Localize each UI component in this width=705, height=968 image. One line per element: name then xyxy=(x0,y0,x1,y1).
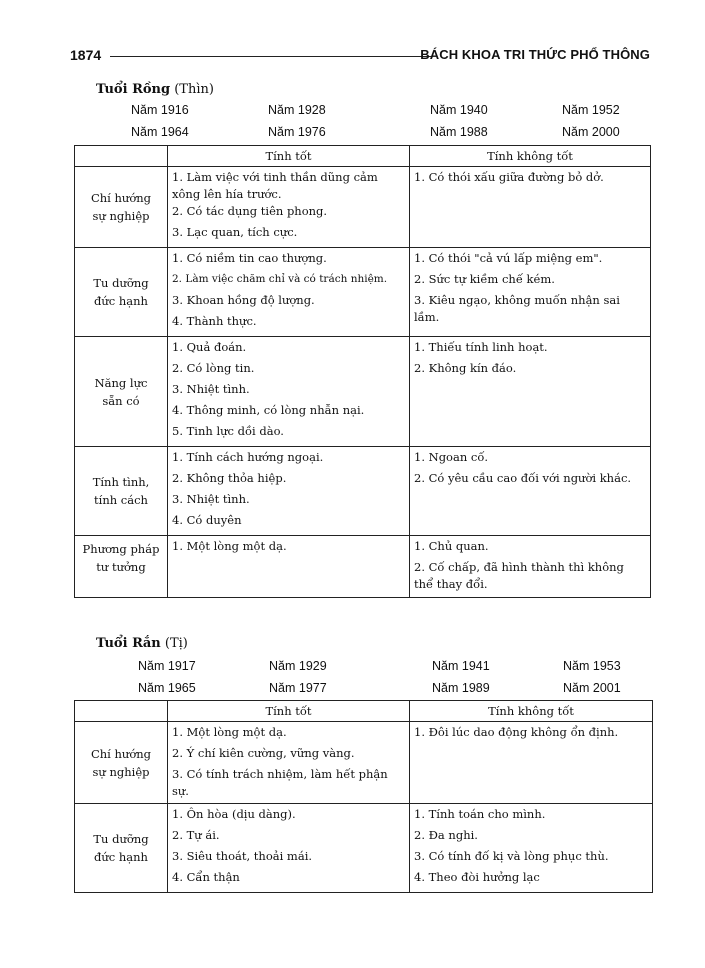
list-item: 1. Chủ quan. xyxy=(414,539,489,553)
year-label: Năm 1953 xyxy=(563,659,621,673)
list-item: 2. Làm việc chăm chỉ và có trách nhiệm. xyxy=(172,273,388,285)
year-label: Năm 1916 xyxy=(131,103,189,117)
list-item: 2. Cố chấp, đã hình thành thì không thể thay đổi. xyxy=(414,560,624,591)
list-item: 3. Siêu thoát, thoải mái. xyxy=(172,849,313,863)
table-row xyxy=(75,248,651,337)
list-item: 3. Nhiệt tình. xyxy=(172,492,250,506)
list-item: 3. Có tính trách nhiệm, làm hết phận sự. xyxy=(172,767,388,798)
header-cell-bad: Tính không tốt xyxy=(410,146,651,167)
traits-table xyxy=(74,145,651,598)
year-label: Năm 1965 xyxy=(138,681,196,695)
year-label: Năm 2000 xyxy=(562,125,620,139)
category-cell: Tu dưỡng đức hạnh xyxy=(75,804,168,893)
header-cell-bad: Tính không tốt xyxy=(410,701,653,722)
bad-traits-cell xyxy=(410,167,651,248)
section-title-bold: Tuổi Rắn xyxy=(96,636,161,651)
list-item: 3. Khoan hồng độ lượng. xyxy=(172,293,315,307)
header-cell-empty xyxy=(75,701,168,722)
table-row xyxy=(75,804,653,893)
list-item: 1. Tính cách hướng ngoại. xyxy=(172,450,324,464)
table-row xyxy=(75,536,651,598)
bad-traits-cell xyxy=(410,804,653,893)
section-title xyxy=(96,636,188,651)
header-rule xyxy=(110,56,432,57)
year-label: Năm 1976 xyxy=(268,125,326,139)
year-label: Năm 1940 xyxy=(430,103,488,117)
category-cell: Chí hướng sự nghiệp xyxy=(75,722,168,804)
list-item: 4. Cẩn thận xyxy=(172,870,240,884)
category-cell: Tu dưỡng đức hạnh xyxy=(75,248,168,337)
list-item: 4. Có duyên xyxy=(172,513,242,527)
list-item: 2. Tự ái. xyxy=(172,828,220,842)
list-item: 2. Có lòng tin. xyxy=(172,361,255,375)
bad-traits-cell xyxy=(410,722,653,804)
table-row xyxy=(75,337,651,447)
table-header-row xyxy=(75,146,651,167)
traits-table xyxy=(74,700,653,893)
year-label: Năm 1989 xyxy=(432,681,490,695)
category-cell: Chí hướng sự nghiệp xyxy=(75,167,168,248)
category-cell: Năng lực sẵn có xyxy=(75,337,168,447)
list-item: 5. Tinh lực dồi dào. xyxy=(172,424,284,438)
year-label: Năm 2001 xyxy=(563,681,621,695)
bad-traits-cell xyxy=(410,536,651,598)
year-label: Năm 1977 xyxy=(269,681,327,695)
section-title xyxy=(96,82,214,97)
category-cell: Phương pháp tư tưởng xyxy=(75,536,168,598)
list-item: 2. Có tác dụng tiên phong. xyxy=(172,204,328,218)
list-item: 3. Kiêu ngạo, không muốn nhận sai lầm. xyxy=(414,293,620,324)
list-item: 2. Không thỏa hiệp. xyxy=(172,471,287,485)
page-number: 1874 xyxy=(70,47,102,63)
list-item: 2. Ý chí kiên cường, vững vàng. xyxy=(172,746,355,760)
header-cell-good: Tính tốt xyxy=(168,701,410,722)
header-cell-empty xyxy=(75,146,168,167)
list-item: 1. Ôn hòa (dịu dàng). xyxy=(172,807,296,821)
year-label: Năm 1988 xyxy=(430,125,488,139)
running-title: BÁCH KHOA TRI THỨC PHỔ THÔNG xyxy=(420,47,650,62)
good-traits-cell xyxy=(168,722,410,804)
bad-traits-cell xyxy=(410,447,651,536)
year-label: Năm 1917 xyxy=(138,659,196,673)
table-row xyxy=(75,722,653,804)
table-row xyxy=(75,447,651,536)
year-label: Năm 1941 xyxy=(432,659,490,673)
list-item: 1. Quả đoán. xyxy=(172,340,247,354)
header-cell-good: Tính tốt xyxy=(168,146,410,167)
good-traits-cell xyxy=(168,447,410,536)
good-traits-cell xyxy=(168,536,410,598)
list-item: 1. Có thói xấu giữa đường bỏ dở. xyxy=(414,170,604,184)
list-item: 2. Sức tự kiềm chế kém. xyxy=(414,272,555,286)
list-item: 3. Có tính đố kị và lòng phục thù. xyxy=(414,849,609,863)
bad-traits-cell xyxy=(410,248,651,337)
list-item: 1. Một lòng một dạ. xyxy=(172,539,287,553)
list-item: 1. Một lòng một dạ. xyxy=(172,725,287,739)
list-item: 4. Theo đòi hưởng lạc xyxy=(414,870,540,884)
list-item: 1. Tính toán cho mình. xyxy=(414,807,546,821)
year-label: Năm 1928 xyxy=(268,103,326,117)
list-item: 3. Lạc quan, tích cực. xyxy=(172,225,298,239)
year-label: Năm 1964 xyxy=(131,125,189,139)
list-item: 2. Đa nghi. xyxy=(414,828,478,842)
section-title-rest: (Tị) xyxy=(160,636,188,651)
page-header xyxy=(70,47,650,67)
list-item: 1. Đôi lúc dao động không ổn định. xyxy=(414,725,619,739)
good-traits-cell xyxy=(168,804,410,893)
year-label: Năm 1929 xyxy=(269,659,327,673)
list-item: 1. Làm việc với tinh thần dũng cảm xông lên hía trước. xyxy=(172,170,378,201)
list-item: 4. Thành thực. xyxy=(172,314,257,328)
table-header-row xyxy=(75,701,653,722)
bad-traits-cell xyxy=(410,337,651,447)
good-traits-cell xyxy=(168,248,410,337)
good-traits-cell xyxy=(168,167,410,248)
list-item: 1. Có niềm tin cao thượng. xyxy=(172,251,327,265)
category-cell: Tính tình, tính cách xyxy=(75,447,168,536)
section-title-bold: Tuổi Rồng xyxy=(96,82,171,97)
list-item: 1. Thiếu tính linh hoạt. xyxy=(414,340,548,354)
good-traits-cell xyxy=(168,337,410,447)
year-label: Năm 1952 xyxy=(562,103,620,117)
list-item: 4. Thông minh, có lòng nhẫn nại. xyxy=(172,403,365,417)
list-item: 1. Có thói "cả vú lấp miệng em". xyxy=(414,251,603,265)
list-item: 2. Có yêu cầu cao đối với người khác. xyxy=(414,471,632,485)
list-item: 3. Nhiệt tình. xyxy=(172,382,250,396)
list-item: 1. Ngoan cố. xyxy=(414,450,489,464)
section-title-rest: (Thìn) xyxy=(170,82,214,97)
table-row xyxy=(75,167,651,248)
list-item: 2. Không kín đáo. xyxy=(414,361,517,375)
